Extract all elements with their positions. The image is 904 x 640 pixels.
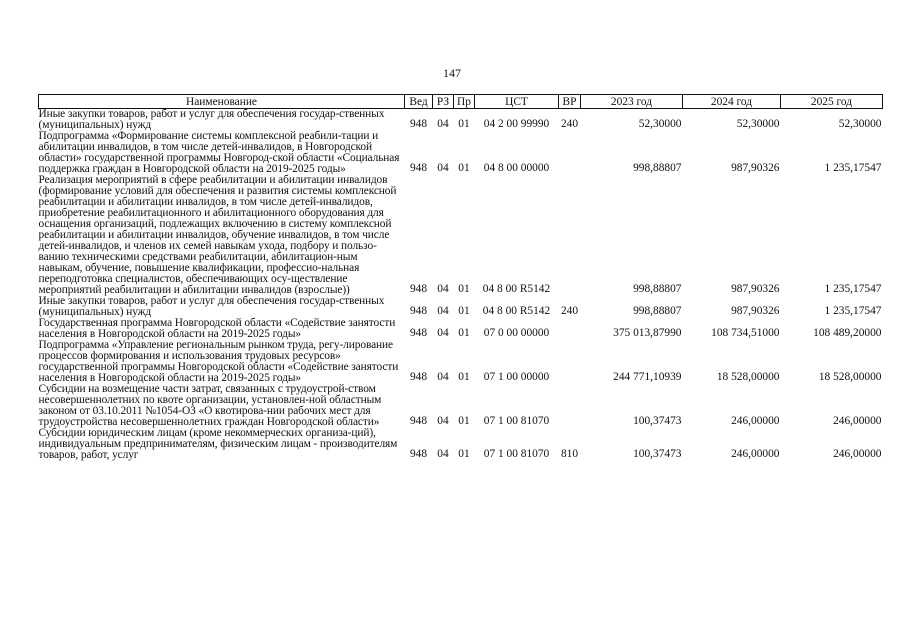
cell-name: Государственная программа Новгородской области «Содействие занятости населения в Новгородской области на 2019-2025 годы» xyxy=(38,317,396,340)
cell-y2024: 246,00000 xyxy=(731,448,780,460)
page-number: 147 xyxy=(443,66,461,80)
cell-y2023: 244 771,10939 xyxy=(613,371,682,383)
cell-pr: 01 xyxy=(458,162,470,174)
cell-cst: 04 8 00 00000 xyxy=(483,162,550,174)
cell-y2025: 18 528,00000 xyxy=(818,371,882,383)
cell-y2023: 52,30000 xyxy=(638,118,682,130)
cell-cst: 07 1 00 81070 xyxy=(483,415,550,427)
cell-y2024: 246,00000 xyxy=(731,415,780,427)
budget-table xyxy=(38,94,883,461)
cell-y2023: 100,37473 xyxy=(633,415,682,427)
cell-ved: 948 xyxy=(409,415,428,427)
cell-y2024: 18 528,00000 xyxy=(716,371,780,383)
cell-vr xyxy=(559,384,581,428)
cell-pr: 01 xyxy=(458,371,470,383)
cell-rz: 04 xyxy=(437,415,449,427)
cell-y2025: 52,30000 xyxy=(838,118,882,130)
cell-rz: 04 xyxy=(437,283,449,295)
cell-y2024: 987,90326 xyxy=(731,305,780,317)
cell-y2025: 246,00000 xyxy=(833,415,882,427)
column-header-rz: РЗ xyxy=(433,95,454,109)
cell-cst: 07 0 00 00000 xyxy=(483,327,550,339)
table-row xyxy=(39,296,883,318)
cell-y2025: 1 235,17547 xyxy=(824,162,882,174)
cell-rz: 04 xyxy=(437,118,449,130)
cell-ved: 948 xyxy=(409,283,428,295)
cell-rz: 04 xyxy=(437,327,449,339)
cell-name: Субсидии на возмещение части затрат, связанных с трудоустрой-ством несовершеннолетних по квоте организации, установлен-ной областным законом от 03.10.2011 №1054-ОЗ «О квотирова-нии рабочих мест для трудоустройства несовершеннолетних граждан Новгородской области» xyxy=(38,383,382,428)
cell-pr: 01 xyxy=(458,448,470,460)
cell-vr: 810 xyxy=(560,448,579,460)
column-header-name: Наименование xyxy=(39,95,405,109)
cell-y2023: 998,88807 xyxy=(633,283,682,295)
cell-name: Субсидии юридическим лицам (кроме некоммерческих организа-ций), индивидуальным предпринимателям, физическим лицам - производителям товаров, работ, услуг xyxy=(38,427,398,461)
cell-ved: 948 xyxy=(409,162,428,174)
table-row xyxy=(39,175,883,296)
cell-y2025: 246,00000 xyxy=(833,448,882,460)
cell-vr xyxy=(559,175,581,296)
table-row xyxy=(39,131,883,175)
cell-y2023: 375 013,87990 xyxy=(613,327,682,339)
cell-y2023: 100,37473 xyxy=(633,448,682,460)
cell-vr xyxy=(559,131,581,175)
cell-y2024: 52,30000 xyxy=(736,118,780,130)
cell-vr: 240 xyxy=(560,118,579,130)
cell-ved: 948 xyxy=(409,371,428,383)
cell-y2025: 108 489,20000 xyxy=(813,327,882,339)
cell-rz: 04 xyxy=(437,371,449,383)
cell-cst: 04 8 00 R5142 xyxy=(482,283,551,295)
column-header-pr: Пр xyxy=(454,95,475,109)
cell-ved: 948 xyxy=(409,327,428,339)
column-header-2024: 2024 год xyxy=(683,95,781,109)
cell-y2025: 1 235,17547 xyxy=(824,305,882,317)
cell-pr: 01 xyxy=(458,415,470,427)
cell-rz: 04 xyxy=(437,162,449,174)
table-row xyxy=(39,428,883,461)
column-header-2025: 2025 год xyxy=(781,95,883,109)
cell-pr: 01 xyxy=(458,305,470,317)
table-row xyxy=(39,109,883,132)
cell-vr xyxy=(559,318,581,340)
cell-pr: 01 xyxy=(458,118,470,130)
cell-name: Подпрограмма «Формирование системы комплексной реабили-тации и абилитации инвалидов, в том числе детей-инвалидов, в Новгородской области» государственной программы Новгород-ской области «Социальная поддержка граждан в Новгородской области на 2019-2025 годы» xyxy=(38,130,400,175)
cell-y2024: 987,90326 xyxy=(731,162,780,174)
cell-y2023: 998,88807 xyxy=(633,305,682,317)
cell-vr: 240 xyxy=(560,305,579,317)
cell-cst: 07 1 00 00000 xyxy=(483,371,550,383)
cell-rz: 04 xyxy=(437,448,449,460)
cell-y2025: 1 235,17547 xyxy=(824,283,882,295)
cell-y2024: 987,90326 xyxy=(731,283,780,295)
cell-y2024: 108 734,51000 xyxy=(711,327,780,339)
table-row xyxy=(39,340,883,384)
table-row xyxy=(39,318,883,340)
cell-cst: 04 2 00 99990 xyxy=(483,118,550,130)
cell-ved: 948 xyxy=(409,118,428,130)
cell-pr: 01 xyxy=(458,283,470,295)
cell-name: Реализация мероприятий в сфере реабилитации и абилитации инвалидов (формирование условий для обеспечения и развития системы комплексной реабилитации и абилитации инвалидов, в том числе детей-инвалидов, приобретение реабилитационного и абилитационного оборудования для оснащения организаций, подлежащих включению в систему комплексной реабилитации и абилитации инвалидов, обучение инвалидов, в том числе детей-инвалидов, и членов их семей навыкам ухода, подбору и пользо-ванию техническими средствами реабилитации, абилитацион-ным навыкам, обучение, повышение квалификации, профессио-нальная переподготовка специалистов, обеспечивающих осу-ществление мероприятий реабилитации и абилитации инвалидов (взрослые)) xyxy=(38,174,397,296)
cell-pr: 01 xyxy=(458,327,470,339)
table-header-row xyxy=(39,95,883,109)
cell-name: Иные закупки товаров, работ и услуг для обеспечения государ-ственных (муниципальных) нужд xyxy=(38,295,385,318)
cell-name: Подпрограмма «Управление региональным рынком труда, регу-лирование процессов формирования и использования трудовых ресурсов» государственной программы Новгородской области «Содействие занятости населения в Новгородской области на 2019-2025 годы» xyxy=(38,339,399,384)
cell-ved: 948 xyxy=(409,305,428,317)
cell-name: Иные закупки товаров, работ и услуг для обеспечения государ-ственных (муниципальных) нужд xyxy=(38,108,385,131)
cell-vr xyxy=(559,340,581,384)
table-row xyxy=(39,384,883,428)
cell-cst: 04 8 00 R5142 xyxy=(482,305,551,317)
column-header-vr: ВР xyxy=(559,95,581,109)
cell-rz: 04 xyxy=(437,305,449,317)
cell-y2023: 998,88807 xyxy=(633,162,682,174)
cell-cst: 07 1 00 81070 xyxy=(483,448,550,460)
cell-ved: 948 xyxy=(409,448,428,460)
column-header-2023: 2023 год xyxy=(581,95,683,109)
column-header-ved: Вед xyxy=(405,95,433,109)
column-header-cst: ЦСТ xyxy=(475,95,559,109)
